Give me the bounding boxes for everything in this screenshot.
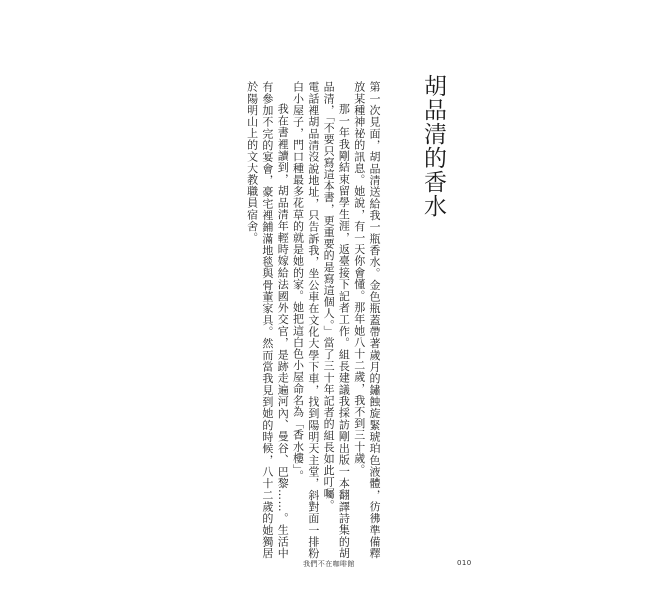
running-footer-book-title: 我們不在咖啡館 (303, 560, 355, 568)
paragraph-4: 我在書裡讀到，胡品清年輕時嫁給法國外交官，是跡走遍河內、曼谷、巴黎……。生活中有參加不完的宴會，豪宅裡鋪滿地毯與骨董家具。然而當我見到她的時候，八十二歲的她獨居於陽明山上的文大教職員宿舍。 (245, 81, 290, 559)
chapter-title: 胡品清的香水 (420, 74, 446, 218)
paragraph-1: 第一次見面，胡品清送給我一瓶香水。金色瓶蓋帶著歲月的鏽蝕旋緊琥珀色液體，彷彿準備釋放某種神祕的訊息。她說，有一天你會懂。那年她八十二歲，我不到三十歲。 (352, 81, 381, 559)
body-text (186, 81, 382, 559)
paragraph-2: 那一年我剛結束留學生涯，返臺接下記者工作。組長建議我採訪剛出版一本翻譯詩集的胡品清，「不要只寫這本書，更重要的是寫這個人。」當了三十年記者的組長如此叮囑。 (322, 81, 351, 559)
page-number: 010 (457, 559, 472, 567)
paragraph-3: 電話裡胡品清沒說地址，只告訴我，坐公車在文化大學下車，找到陽明天主堂，斜對面一排粉白小屋子，門口種最多花草的就是她的家。她把這白色小屋命名為「香水樓」。 (291, 81, 320, 559)
